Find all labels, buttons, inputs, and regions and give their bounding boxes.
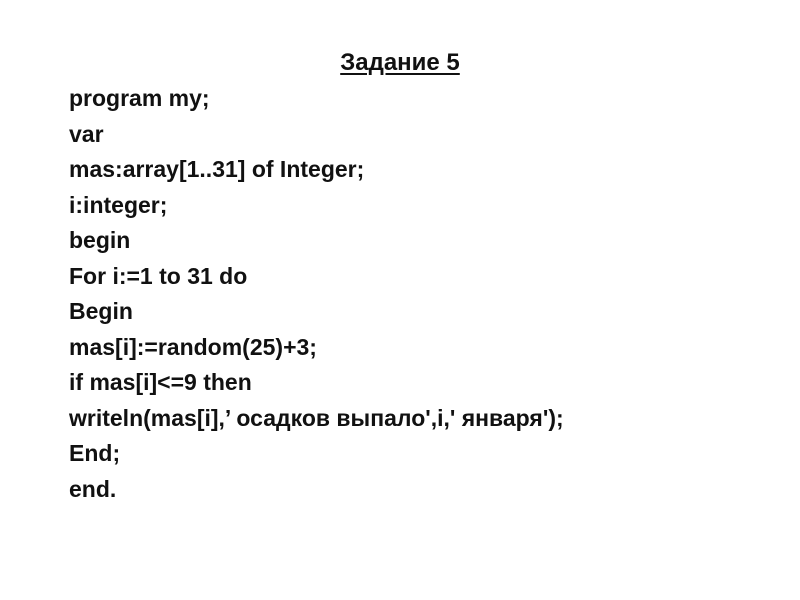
slide-title <box>0 48 800 78</box>
code-line: var <box>69 120 104 147</box>
code-line: mas:array[1..31] of Integer; <box>69 156 365 182</box>
code-line: end. <box>69 475 117 502</box>
code-line: writeln(mas[i],’ осадков выпало',i,' января'); <box>69 404 564 431</box>
code-line: program my; <box>69 85 210 111</box>
code-line: For i:=1 to 31 do <box>69 262 248 289</box>
code-listing <box>69 81 564 507</box>
code-line: i:integer; <box>69 191 168 218</box>
code-line: begin <box>69 227 131 253</box>
code-line: End; <box>69 440 121 466</box>
code-line: mas[i]:=random(25)+3; <box>69 333 317 360</box>
code-line: if mas[i]<=9 then <box>69 369 252 395</box>
code-line: Begin <box>69 298 133 324</box>
slide-title-text: Задание 5 <box>340 49 460 76</box>
